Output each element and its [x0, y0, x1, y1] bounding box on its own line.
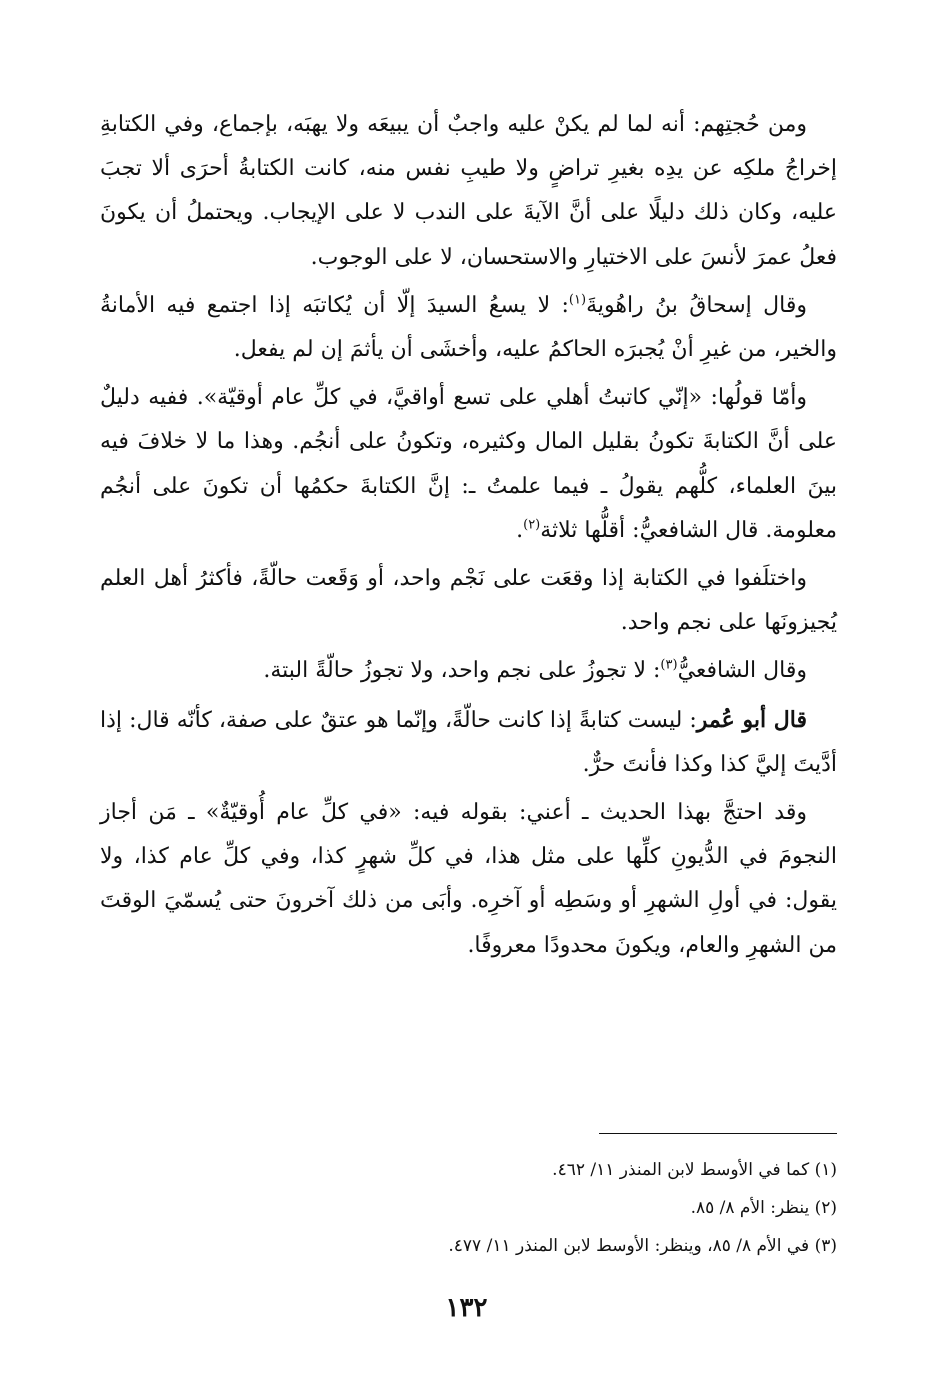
paragraph-7: [100, 791, 837, 968]
paragraph-text: : ليست كتابةً إذا كانت حالّةً، وإنّما هو عتقٌ على صفة، كأنّه قال: إذا أدَّيتَ إليَّ كذا وكذا فأنتَ حرٌّ.: [100, 707, 837, 777]
footnote-3: (٣) في الأم ٨/ ٨٥، وينظر: الأوسط لابن المنذر ١١/ ٤٧٧.: [448, 1236, 837, 1256]
paragraph-text: وقد احتجَّ بهذا الحديث ـ أعني: بقوله فيه: «في كلِّ عام أُوقيّةٌ» ـ مَن أجاز النجومَ في الدُّيونِ كلِّها على مثل هذا، في كلِّ شهرٍ كذا، وفي كلِّ عام كذا، ولا يقول: في أولِ الشهرِ أو وسَطِه أو آخرِه. وأبَى من ذلك آخرونَ حتى يُسمّيَ الوقتَ من الشهرِ والعام، ويكونَ محدودًا معروفًا.: [100, 800, 837, 958]
footnotes: [100, 1151, 837, 1265]
paragraph-6: [100, 698, 837, 787]
paragraph-4: [100, 557, 837, 645]
paragraph-text: وأمّا قولُها: «إنّي كاتبتُ أهلي على تسع أواقيَّ، في كلِّ عام أوقيّة». ففيه دليلٌ على أنَّ الكتابةَ تكونُ بقليل المال وكثيره، وتكونُ على أنجُم. وهذا ما لا خلافَ فيه بينَ العلماء، كلُّهم يقولُ ـ فيما علمتُ ـ: إنَّ الكتابةَ حكمُها أن تكونَ على أنجُم معلومة. قال الشافعيُّ: أقلُّها ثلاثة: [100, 385, 837, 543]
paragraph-tail: : لا يسعُ السيدَ إلّا أن يُكاتبَه إذا اجتمع فيه الأمانةُ والخير، من غيرِ أنْ يُجبرَه الحاكمُ عليه، وأخشَى أن يأثمَ إن لم يفعل.: [100, 292, 837, 363]
paragraph-1: [100, 103, 837, 280]
speaker-label: قال أبو عُمر: [696, 706, 808, 733]
paragraph-5: [100, 649, 837, 693]
footnote-ref: (١): [568, 292, 587, 308]
paragraph-text: وقال الشافعيُّ: [677, 658, 807, 684]
main-text: [100, 103, 837, 968]
paragraph-tail: .: [516, 517, 524, 543]
footnote-ref: (٢): [523, 517, 541, 533]
paragraph-text: وقال إسحاقُ بنُ راهُويةَ: [586, 292, 807, 318]
footnote-ref: (٣): [660, 658, 678, 674]
paragraph-2: [100, 284, 837, 372]
footnote-2: (٢) ينظر: الأم ٨/ ٨٥.: [690, 1198, 837, 1218]
page-number: ١٣٢: [445, 1293, 488, 1323]
paragraph-3: [100, 376, 837, 553]
paragraph-text: ومن حُجتِهم: أنه لما لم يكنْ عليه واجبٌ أن يبيعَه ولا يهبَه، بإجماع، وفي الكتابةِ إخراجُ ملكِه عن يدِه بغيرِ تراضٍ ولا طيبِ نفس منه، كانت الكتابةُ أحرَى ألا تجبَ عليه، وكان ذلك دليلًا على أنَّ الآيةَ على الندب لا على الإيجاب. ويحتملُ أن يكونَ فعلُ عمرَ لأنسَ على الاختيارِ والاستحسان، لا على الوجوب.: [100, 112, 837, 270]
paragraph-tail: : لا تجوزُ على نجم واحد، ولا تجوزُ حالّةً البتة.: [263, 658, 661, 684]
paragraph-text: واختلَفوا في الكتابة إذا وقعَت على نَجْم واحد، أو وَقَعت حالّةً، فأكثرُ أهل العلم يُجيزونَها على نجم واحد.: [100, 566, 837, 636]
footnote-1: (١) كما في الأوسط لابن المنذر ١١/ ٤٦٢.: [552, 1160, 837, 1180]
footnote-divider: [599, 1133, 837, 1134]
